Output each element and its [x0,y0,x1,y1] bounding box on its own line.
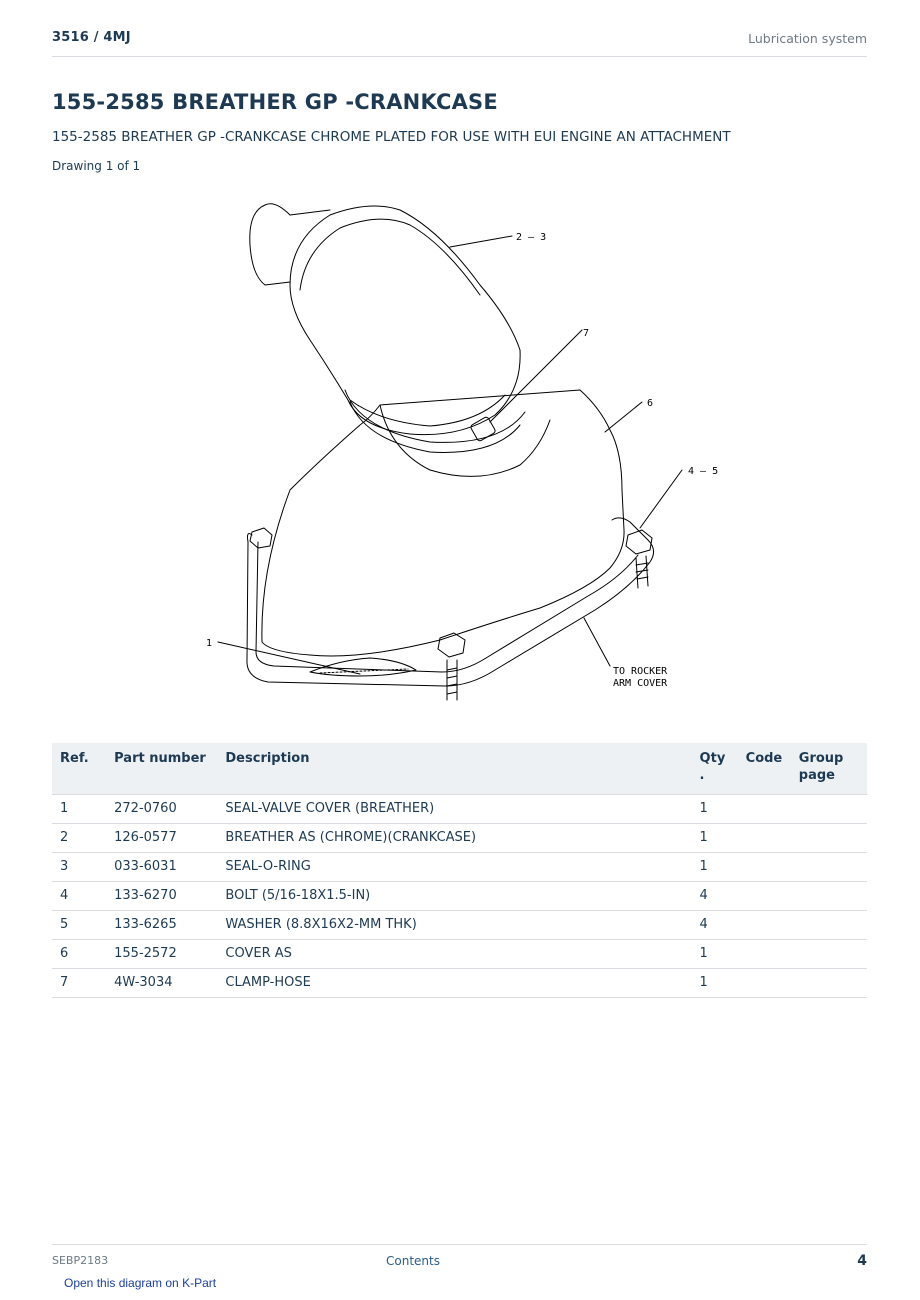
model-label: 3516 / 4MJ [52,30,131,45]
parts-table [52,743,867,998]
table-row [52,824,867,853]
cell-description: WASHER (8.8X16X2-MM THK) [217,911,691,940]
cell-description: SEAL-O-RING [217,853,691,882]
diagram-note-line1: TO ROCKER [613,666,668,677]
bolt-bottom [438,633,465,700]
cell-part-number: 4W-3034 [106,969,217,998]
cell-code [738,969,791,998]
cell-qty: 1 [692,940,738,969]
cell-description: BREATHER AS (CHROME)(CRANKCASE) [217,824,691,853]
page-title: 155-2585 BREATHER GP -CRANKCASE [52,90,498,114]
cell-code [738,795,791,824]
cell-code [738,940,791,969]
cell-qty: 1 [692,824,738,853]
cell-ref: 2 [52,824,106,853]
cell-group-page [791,853,867,882]
drawing-label: Drawing 1 of 1 [52,159,141,173]
cell-group-page [791,824,867,853]
cell-qty: 1 [692,795,738,824]
cell-ref: 6 [52,940,106,969]
cell-code [738,853,791,882]
diagram-note-line2: ARM COVER [613,678,668,689]
cell-ref: 5 [52,911,106,940]
breather-diagram [190,190,730,710]
cell-description: SEAL-VALVE COVER (BREATHER) [217,795,691,824]
cell-code [738,824,791,853]
cell-qty: 1 [692,969,738,998]
header-group-page: Group page [791,743,867,795]
cell-group-page [791,882,867,911]
document-code: SEBP2183 [52,1254,109,1267]
cell-qty: 1 [692,853,738,882]
cell-ref: 7 [52,969,106,998]
cover-outline [262,390,624,656]
cell-part-number: 033-6031 [106,853,217,882]
cell-code [738,882,791,911]
table-row [52,882,867,911]
cell-group-page [791,911,867,940]
table-row [52,911,867,940]
header-part-number: Part number [106,743,217,795]
bolt-left [250,528,272,548]
table-row [52,853,867,882]
cell-part-number: 155-2572 [106,940,217,969]
cell-description: CLAMP-HOSE [217,969,691,998]
cell-ref: 4 [52,882,106,911]
cell-group-page [791,795,867,824]
callout-4-5: 4 — 5 [688,466,719,477]
section-label: Lubrication system [748,31,867,46]
callout-2-3: 2 — 3 [516,232,547,243]
cell-ref: 3 [52,853,106,882]
header-ref: Ref. [52,743,106,795]
breather-drawing [190,190,730,710]
header-code: Code [738,743,791,795]
cell-part-number: 126-0577 [106,824,217,853]
cell-description: BOLT (5/16-18X1.5-IN) [217,882,691,911]
callout-6: 6 [647,398,654,409]
flange-outline [247,518,654,686]
table-row [52,795,867,824]
callout-1: 1 [206,638,213,649]
flange-inner [256,542,638,672]
page-number: 4 [857,1253,867,1269]
callout-7: 7 [583,328,590,339]
header-description: Description [217,743,691,795]
cell-group-page [791,969,867,998]
inlet-tube [250,204,290,285]
cell-code [738,911,791,940]
clamp-band [350,402,520,452]
cell-part-number: 133-6265 [106,911,217,940]
cell-part-number: 272-0760 [106,795,217,824]
table-header-row [52,743,867,795]
cell-qty: 4 [692,911,738,940]
cell-description: COVER AS [217,940,691,969]
cell-ref: 1 [52,795,106,824]
header-qty: Qty . [692,743,738,795]
page-header [52,28,867,57]
cell-qty: 4 [692,882,738,911]
table-row [52,969,867,998]
contents-link[interactable]: Contents [386,1254,440,1268]
bolt-right [626,530,652,588]
cell-group-page [791,940,867,969]
table-row [52,940,867,969]
open-kpart-link[interactable]: Open this diagram on K-Part [64,1276,217,1290]
page-footer [52,1244,867,1273]
page-subtitle: 155-2585 BREATHER GP -CRANKCASE CHROME PLATED FOR USE WITH EUI ENGINE AN ATTACHMENT [52,129,731,145]
cell-part-number: 133-6270 [106,882,217,911]
